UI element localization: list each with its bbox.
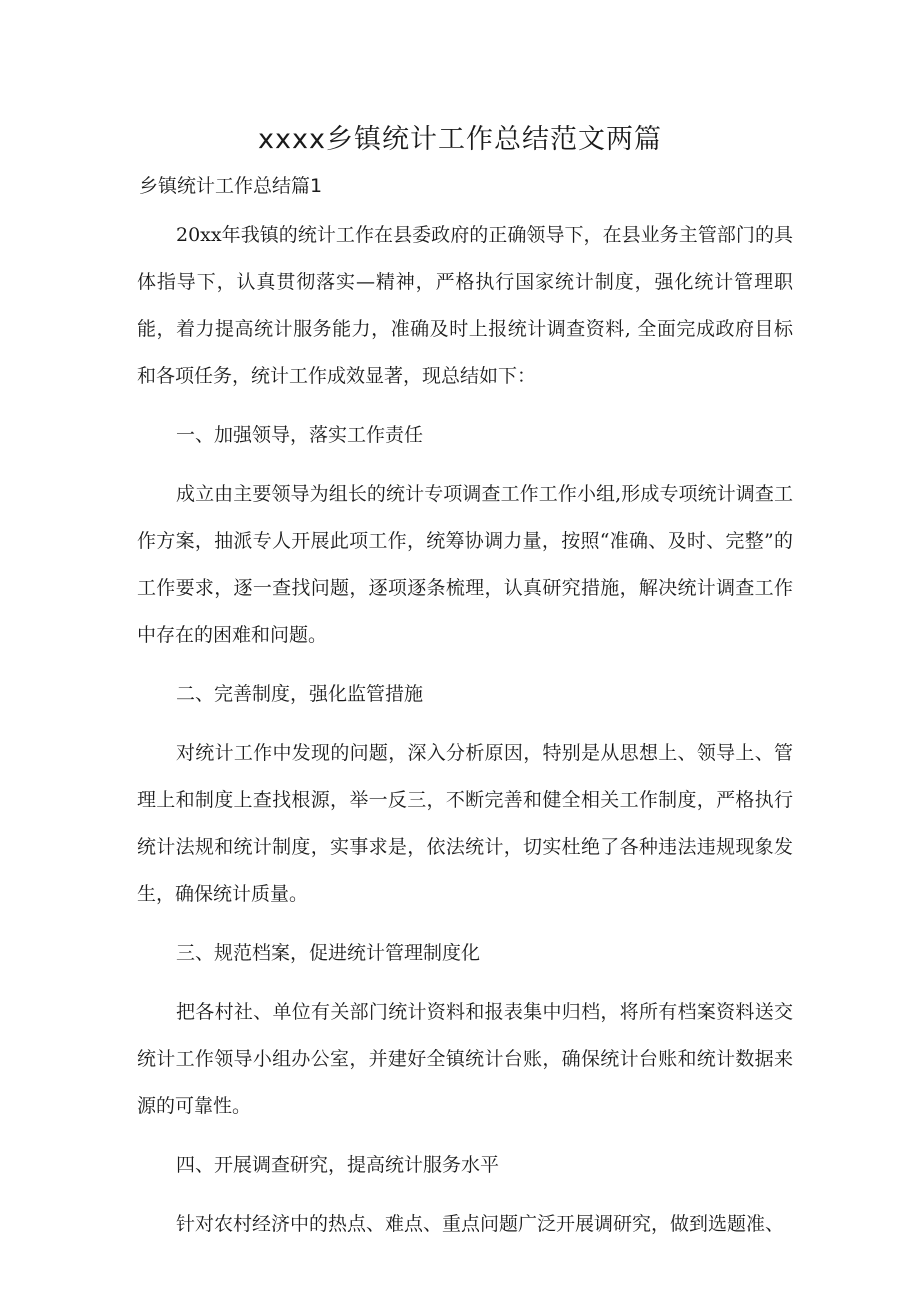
paragraph-intro: 20xx年我镇的统计工作在县委政府的正确领导下，在县业务主管部门的具体指导下，认真贯彻落实—精神，严格执行国家统计制度，强化统计管理职能，着力提高统计服务能力，准确及时上报统计调查资料, 全面完成政府目标和各项任务，统计工作成效显著，现总结如下： (137, 224, 793, 387)
heading-2: 二、完善制度，强化监管措施 (176, 683, 424, 705)
heading-4: 四、开展调查研究，提高统计服务水平 (176, 1154, 500, 1176)
document-body (137, 212, 793, 1260)
paragraph-1: 成立由主要领导为组长的统计专项调查工作工作小组,形成专项统计调查工作方案，抽派专人开展此项工作，统筹协调力量，按照“准确、及时、完整”的工作要求，逐一查找问题，逐项逐条梳理，认真研究措施，解决统计调查工作中存在的困难和问题。 (137, 483, 793, 646)
paragraph-4: 针对农村经济中的热点、难点、重点问题广泛开展调研究，做到选题准、 (176, 1213, 785, 1235)
paragraph-3: 把各村社、单位有关部门统计资料和报表集中归档，将所有档案资料送交统计工作领导小组办公室，并建好全镇统计台账，确保统计台账和统计数据来源的可靠性。 (137, 1001, 793, 1117)
paragraph-2: 对统计工作中发现的问题，深入分析原因，特别是从思想上、领导上、管理上和制度上查找根源，举一反三，不断完善和健全相关工作制度，严格执行统计法规和统计制度，实事求是，依法统计，切实杜绝了各种违法违规现象发生，确保统计质量。 (137, 742, 793, 905)
heading-1: 一、加强领导，落实工作责任 (176, 424, 424, 446)
heading-3: 三、规范档案，促进统计管理制度化 (176, 942, 481, 964)
section-label: 乡镇统计工作总结篇1 (139, 175, 323, 197)
document-title: xxxx乡镇统计工作总结范文两篇 (258, 124, 662, 155)
